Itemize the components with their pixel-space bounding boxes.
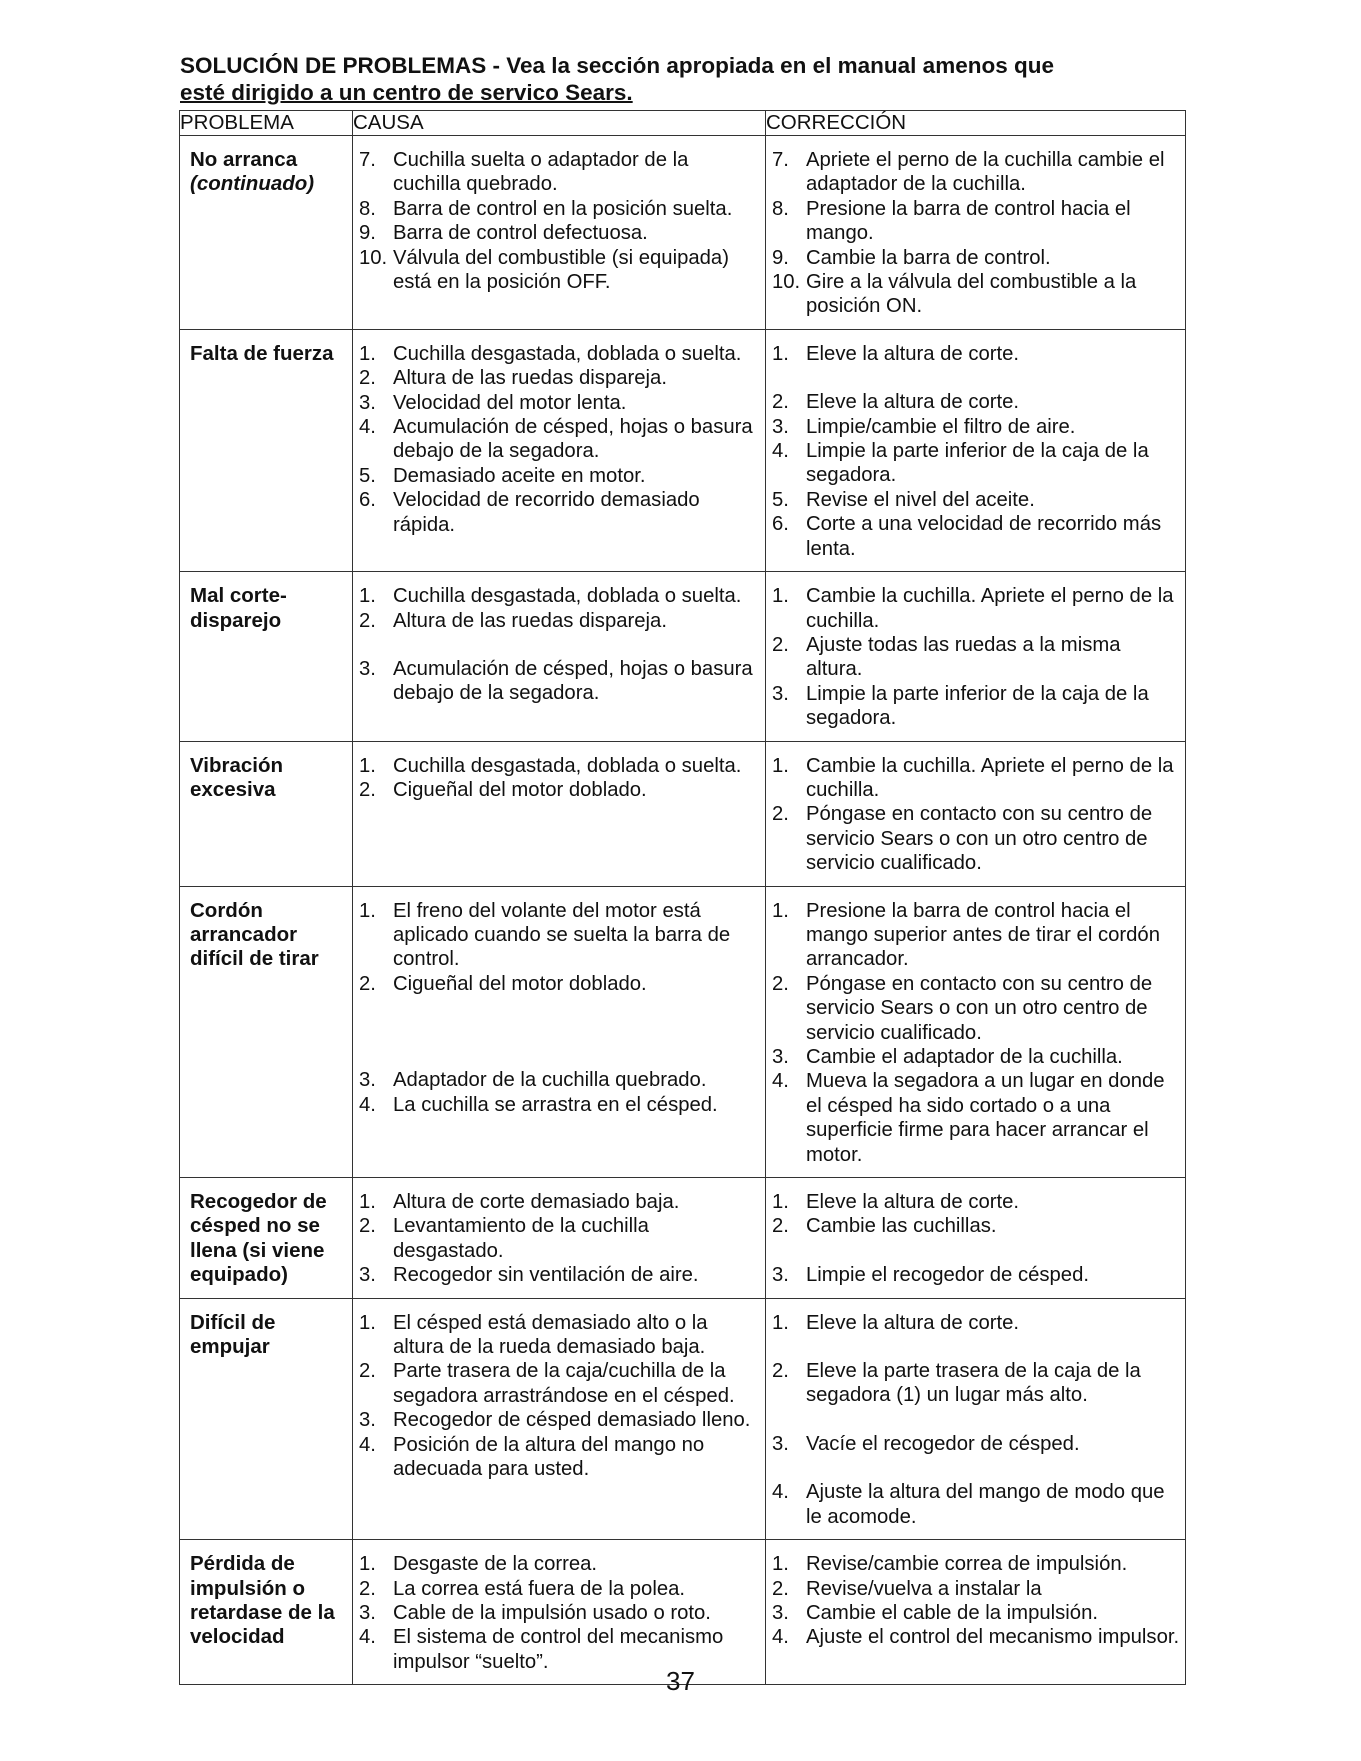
item-number: 4. bbox=[359, 1093, 376, 1116]
cause-cell bbox=[353, 1298, 766, 1539]
correction-item bbox=[772, 1577, 1181, 1601]
item-text: Acumulación de césped, hojas o basura debajo de la segadora. bbox=[393, 416, 753, 463]
cause-item bbox=[359, 1093, 761, 1117]
item-text: Eleve la altura de corte. bbox=[806, 391, 1020, 414]
item-number: 8. bbox=[359, 197, 376, 220]
table-body bbox=[180, 136, 1186, 1685]
item-text: Limpie el recogedor de césped. bbox=[806, 1263, 1089, 1286]
cause-cell bbox=[353, 136, 766, 330]
item-text: Recogedor sin ventilación de aire. bbox=[393, 1264, 699, 1287]
cause-item bbox=[359, 1311, 761, 1360]
item-text: Ajuste la altura del mango de modo que le acomode. bbox=[806, 1481, 1165, 1528]
cause-item bbox=[359, 342, 761, 366]
item-number: 1. bbox=[772, 585, 789, 608]
item-text: Cigueñal del motor doblado. bbox=[393, 972, 647, 995]
item-text: Cuchilla desgastada, doblada o suelta. bbox=[393, 585, 742, 608]
page-number: 37 bbox=[666, 1666, 695, 1696]
item-number: 4. bbox=[359, 416, 376, 439]
correction-item bbox=[772, 633, 1181, 682]
table-row bbox=[180, 136, 1186, 330]
item-number: 3. bbox=[359, 1069, 376, 1092]
item-gap bbox=[772, 1335, 1181, 1359]
item-text: Cambie el adaptador de la cuchilla. bbox=[806, 1046, 1123, 1068]
item-text: Demasiado aceite en motor. bbox=[393, 464, 646, 487]
cause-item bbox=[359, 1263, 761, 1287]
item-number: 1. bbox=[359, 342, 376, 365]
item-number: 3. bbox=[359, 657, 376, 680]
item-number: 3. bbox=[772, 415, 789, 438]
item-number: 2. bbox=[359, 778, 376, 801]
problem-label: Difícil de empujar bbox=[190, 1310, 276, 1359]
page-heading bbox=[180, 52, 1180, 106]
problem-note: (continuado) bbox=[190, 172, 315, 196]
problem-cell bbox=[180, 886, 353, 1177]
item-number: 2. bbox=[359, 609, 376, 632]
correction-cell bbox=[766, 886, 1186, 1177]
item-text: Altura de corte demasiado baja. bbox=[393, 1191, 680, 1214]
item-text: Póngase en contacto con su centro de servicio Sears o con un otro centro de servicio cualificado. bbox=[806, 972, 1153, 1044]
correction-item bbox=[772, 148, 1181, 197]
item-text: Vacíe el recogedor de césped. bbox=[806, 1432, 1080, 1455]
item-number: 1. bbox=[772, 754, 789, 777]
item-gap bbox=[772, 1408, 1181, 1432]
item-text: Cigueñal del motor doblado. bbox=[393, 778, 647, 801]
item-number: 6. bbox=[359, 489, 376, 512]
heading-line-2: esté dirigido a un centro de servico Sears. bbox=[180, 80, 633, 105]
item-text: Eleve la altura de corte. bbox=[806, 1311, 1020, 1334]
correction-cell bbox=[766, 741, 1186, 886]
item-text: Acumulación de césped, hojas o basura debajo de la segadora. bbox=[393, 657, 753, 705]
item-number: 7. bbox=[772, 149, 789, 171]
item-number: 6. bbox=[772, 513, 789, 536]
item-number: 4. bbox=[772, 1070, 789, 1093]
item-text: Cuchilla desgastada, doblada o suelta. bbox=[393, 754, 742, 777]
item-number: 3. bbox=[772, 1263, 789, 1286]
cause-cell bbox=[353, 1178, 766, 1299]
cause-item bbox=[359, 148, 761, 197]
item-number: 2. bbox=[772, 1215, 789, 1238]
item-text: Velocidad de recorrido demasiado rápida. bbox=[393, 489, 700, 536]
item-number: 10. bbox=[359, 246, 388, 269]
correction-item bbox=[772, 1432, 1181, 1456]
cause-item bbox=[359, 221, 761, 245]
item-number: 2. bbox=[359, 1360, 376, 1383]
correction-item bbox=[772, 1480, 1181, 1529]
table-row bbox=[180, 1298, 1186, 1539]
item-number: 2. bbox=[359, 367, 376, 390]
item-number: 1. bbox=[359, 1553, 376, 1576]
item-text: Corte a una velocidad de recorrido más lenta. bbox=[806, 513, 1162, 560]
item-number: 5. bbox=[359, 464, 376, 487]
item-text: El freno del volante del motor está aplicado cuando se suelta la barra de control. bbox=[393, 899, 731, 971]
item-text: Limpie la parte inferior de la caja de la segadora. bbox=[806, 440, 1149, 487]
item-text: Cambie la barra de control. bbox=[806, 246, 1051, 269]
problem-label: Cordón arrancador difícil de tirar bbox=[190, 898, 319, 971]
correction-cell bbox=[766, 1540, 1186, 1685]
problem-cell bbox=[180, 1540, 353, 1685]
problem-cell bbox=[180, 329, 353, 571]
cause-cell bbox=[353, 741, 766, 886]
item-text: Barra de control defectuosa. bbox=[393, 222, 648, 245]
item-text: Gire a la válvula del combustible a la posición ON. bbox=[806, 271, 1137, 318]
problem-label: Falta de fuerza bbox=[190, 341, 334, 365]
cause-cell bbox=[353, 1540, 766, 1685]
correction-item bbox=[772, 1069, 1181, 1167]
item-text: Ajuste todas las ruedas a la misma altura. bbox=[806, 633, 1121, 681]
header-problem: PROBLEMA bbox=[180, 111, 353, 136]
problem-cell bbox=[180, 1178, 353, 1299]
correction-item bbox=[772, 1601, 1181, 1625]
item-text: El césped está demasiado alto o la altura de la rueda demasiado baja. bbox=[393, 1311, 708, 1359]
item-text: Recogedor de césped demasiado lleno. bbox=[393, 1409, 751, 1432]
cause-item bbox=[359, 415, 761, 464]
item-text: Presione la barra de control hacia el mango superior antes de tirar el cordón arrancador. bbox=[806, 899, 1160, 971]
cause-cell bbox=[353, 886, 766, 1177]
item-text: Eleve la altura de corte. bbox=[806, 1191, 1020, 1214]
item-number: 5. bbox=[772, 488, 789, 511]
correction-item bbox=[772, 488, 1181, 512]
item-text: Cambie el cable de la impulsión. bbox=[806, 1601, 1098, 1624]
correction-item bbox=[772, 802, 1181, 875]
header-correction: CORRECCIÓN bbox=[766, 111, 1186, 136]
item-number: 3. bbox=[772, 682, 789, 705]
item-text: Cambie la cuchilla. Apriete el perno de la cuchilla. bbox=[806, 754, 1174, 801]
problem-cell bbox=[180, 1298, 353, 1539]
cause-item bbox=[359, 657, 761, 706]
cause-item bbox=[359, 778, 761, 802]
correction-item bbox=[772, 1045, 1181, 1069]
cause-item bbox=[359, 1552, 761, 1576]
item-number: 9. bbox=[772, 246, 789, 269]
item-text: Cuchilla desgastada, doblada o suelta. bbox=[393, 342, 742, 365]
problem-label: Vibración excesiva bbox=[190, 753, 284, 801]
correction-item bbox=[772, 899, 1181, 972]
cause-item bbox=[359, 1068, 761, 1092]
correction-item bbox=[772, 415, 1181, 439]
item-number: 1. bbox=[772, 342, 789, 365]
item-text: Desgaste de la correa. bbox=[393, 1553, 598, 1576]
item-number: 3. bbox=[359, 1264, 376, 1287]
item-number: 3. bbox=[359, 391, 376, 414]
item-number: 1. bbox=[772, 1553, 789, 1576]
correction-item bbox=[772, 512, 1181, 561]
cause-item bbox=[359, 1433, 761, 1482]
item-text: Póngase en contacto con su centro de servicio Sears o con un otro centro de servicio cualificado. bbox=[806, 803, 1153, 875]
item-number: 7. bbox=[359, 149, 376, 171]
cause-item bbox=[359, 366, 761, 390]
item-number: 2. bbox=[772, 633, 789, 656]
item-gap bbox=[772, 1239, 1181, 1263]
item-gap bbox=[772, 366, 1181, 390]
item-text: Revise el nivel del aceite. bbox=[806, 488, 1035, 511]
cause-item bbox=[359, 899, 761, 972]
table-row bbox=[180, 1178, 1186, 1299]
table-row bbox=[180, 741, 1186, 886]
table-header-row bbox=[180, 111, 1186, 136]
cause-item bbox=[359, 584, 761, 608]
correction-cell bbox=[766, 329, 1186, 571]
correction-cell bbox=[766, 1298, 1186, 1539]
item-text: Eleve la altura de corte. bbox=[806, 342, 1020, 365]
item-number: 1. bbox=[772, 1191, 789, 1214]
item-number: 2. bbox=[359, 1577, 376, 1600]
cause-item bbox=[359, 972, 761, 996]
correction-item bbox=[772, 1625, 1181, 1649]
item-number: 1. bbox=[359, 899, 376, 922]
correction-item bbox=[772, 1263, 1181, 1287]
item-text: Posición de la altura del mango no adecuada para usted. bbox=[393, 1433, 705, 1481]
item-number: 1. bbox=[359, 754, 376, 777]
item-number: 4. bbox=[359, 1433, 376, 1456]
item-number: 4. bbox=[359, 1626, 376, 1649]
troubleshooting-table bbox=[179, 110, 1186, 1685]
item-text: Adaptador de la cuchilla quebrado. bbox=[393, 1069, 707, 1092]
table-row bbox=[180, 1540, 1186, 1685]
correction-item bbox=[772, 342, 1181, 366]
correction-item bbox=[772, 439, 1181, 488]
item-number: 1. bbox=[359, 1191, 376, 1214]
cause-cell bbox=[353, 572, 766, 741]
item-number: 4. bbox=[772, 1481, 789, 1504]
correction-item bbox=[772, 972, 1181, 1045]
cause-item bbox=[359, 246, 761, 295]
item-number: 4. bbox=[772, 1626, 789, 1649]
correction-item bbox=[772, 1359, 1181, 1408]
item-number: 2. bbox=[359, 972, 376, 995]
item-number: 2. bbox=[772, 972, 789, 995]
item-text: El sistema de control del mecanismo impulsor “suelto”. bbox=[393, 1626, 724, 1673]
item-text: Velocidad del motor lenta. bbox=[393, 391, 627, 414]
problem-label: Recogedor de césped no se llena (si viene equipado) bbox=[190, 1190, 327, 1287]
table-row bbox=[180, 886, 1186, 1177]
item-number: 8. bbox=[772, 197, 789, 220]
item-gap bbox=[772, 1456, 1181, 1480]
correction-item bbox=[772, 1311, 1181, 1335]
item-text: La cuchilla se arrastra en el césped. bbox=[393, 1093, 718, 1116]
item-gap bbox=[359, 633, 761, 657]
problem-cell bbox=[180, 136, 353, 330]
correction-item bbox=[772, 1214, 1181, 1238]
item-number: 3. bbox=[359, 1601, 376, 1624]
item-text: Barra de control en la posición suelta. bbox=[393, 197, 733, 220]
table-row bbox=[180, 329, 1186, 571]
cause-cell bbox=[353, 329, 766, 571]
item-text: Presione la barra de control hacia el mango. bbox=[806, 197, 1131, 245]
correction-cell bbox=[766, 1178, 1186, 1299]
problem-cell bbox=[180, 741, 353, 886]
cause-item bbox=[359, 1577, 761, 1601]
correction-item bbox=[772, 754, 1181, 803]
item-number: 4. bbox=[772, 440, 789, 463]
item-text: Levantamiento de la cuchilla desgastado. bbox=[393, 1215, 649, 1262]
item-number: 9. bbox=[359, 222, 376, 245]
heading-line-1: SOLUCIÓN DE PROBLEMAS - Vea la sección apropiada en el manual amenos que bbox=[180, 53, 1054, 78]
table-row bbox=[180, 572, 1186, 741]
item-text: Apriete el perno de la cuchilla cambie el adaptador de la cuchilla. bbox=[806, 149, 1165, 196]
item-number: 2. bbox=[772, 803, 789, 826]
cause-item bbox=[359, 754, 761, 778]
item-number: 1. bbox=[772, 1311, 789, 1334]
item-text: Cambie las cuchillas. bbox=[806, 1215, 997, 1238]
correction-item bbox=[772, 390, 1181, 414]
item-number: 3. bbox=[772, 1601, 789, 1624]
item-number: 3. bbox=[359, 1409, 376, 1432]
item-text: Revise/vuelva a instalar la bbox=[806, 1577, 1042, 1600]
correction-item bbox=[772, 1552, 1181, 1576]
item-text: Eleve la parte trasera de la caja de la segadora (1) un lugar más alto. bbox=[806, 1360, 1141, 1407]
item-text: Cuchilla suelta o adaptador de la cuchilla quebrado. bbox=[393, 149, 689, 196]
cause-item bbox=[359, 488, 761, 537]
correction-cell bbox=[766, 136, 1186, 330]
item-text: Mueva la segadora a un lugar en donde el césped ha sido cortado o a una superficie firme para hacer arrancar el motor. bbox=[806, 1070, 1165, 1166]
item-text: Limpie/cambie el filtro de aire. bbox=[806, 415, 1076, 438]
item-number: 1. bbox=[359, 585, 376, 608]
item-number: 2. bbox=[772, 1577, 789, 1600]
item-number: 2. bbox=[359, 1215, 376, 1238]
item-number: 2. bbox=[772, 391, 789, 414]
item-number: 10. bbox=[772, 271, 801, 294]
item-text: La correa está fuera de la polea. bbox=[393, 1577, 686, 1600]
correction-cell bbox=[766, 572, 1186, 741]
problem-label: Pérdida de impulsión o retardase de la velocidad bbox=[190, 1552, 335, 1649]
correction-item bbox=[772, 197, 1181, 246]
correction-item bbox=[772, 1190, 1181, 1214]
item-number: 1. bbox=[772, 899, 789, 922]
cause-item bbox=[359, 609, 761, 633]
item-number: 1. bbox=[359, 1311, 376, 1334]
cause-item bbox=[359, 1214, 761, 1263]
item-text: Revise/cambie correa de impulsión. bbox=[806, 1553, 1128, 1576]
item-text: Válvula del combustible (si equipada) está en la posición OFF. bbox=[393, 246, 729, 294]
correction-item bbox=[772, 246, 1181, 270]
cause-item bbox=[359, 197, 761, 221]
correction-item bbox=[772, 584, 1181, 633]
item-text: Altura de las ruedas dispareja. bbox=[393, 367, 667, 390]
problem-cell bbox=[180, 572, 353, 741]
cause-item bbox=[359, 1601, 761, 1625]
item-text: Cable de la impulsión usado o roto. bbox=[393, 1601, 711, 1624]
item-gap bbox=[359, 996, 761, 1068]
cause-item bbox=[359, 464, 761, 488]
item-text: Limpie la parte inferior de la caja de la segadora. bbox=[806, 682, 1149, 730]
item-text: Cambie la cuchilla. Apriete el perno de la cuchilla. bbox=[806, 585, 1174, 632]
cause-item bbox=[359, 1190, 761, 1214]
correction-item bbox=[772, 270, 1181, 319]
cause-item bbox=[359, 391, 761, 415]
problem-label: No arranca bbox=[190, 148, 298, 171]
header-cause: CAUSA bbox=[353, 111, 766, 136]
cause-item bbox=[359, 1408, 761, 1432]
item-number: 3. bbox=[772, 1432, 789, 1455]
problem-label: Mal corte- disparejo bbox=[190, 584, 287, 632]
item-text: Ajuste el control del mecanismo impulsor. bbox=[806, 1626, 1180, 1649]
item-number: 3. bbox=[772, 1046, 789, 1068]
item-text: Parte trasera de la caja/cuchilla de la segadora arrastrándose en el césped. bbox=[393, 1360, 735, 1407]
correction-item bbox=[772, 682, 1181, 731]
cause-item bbox=[359, 1359, 761, 1408]
item-text: Altura de las ruedas dispareja. bbox=[393, 609, 667, 632]
item-number: 2. bbox=[772, 1360, 789, 1383]
